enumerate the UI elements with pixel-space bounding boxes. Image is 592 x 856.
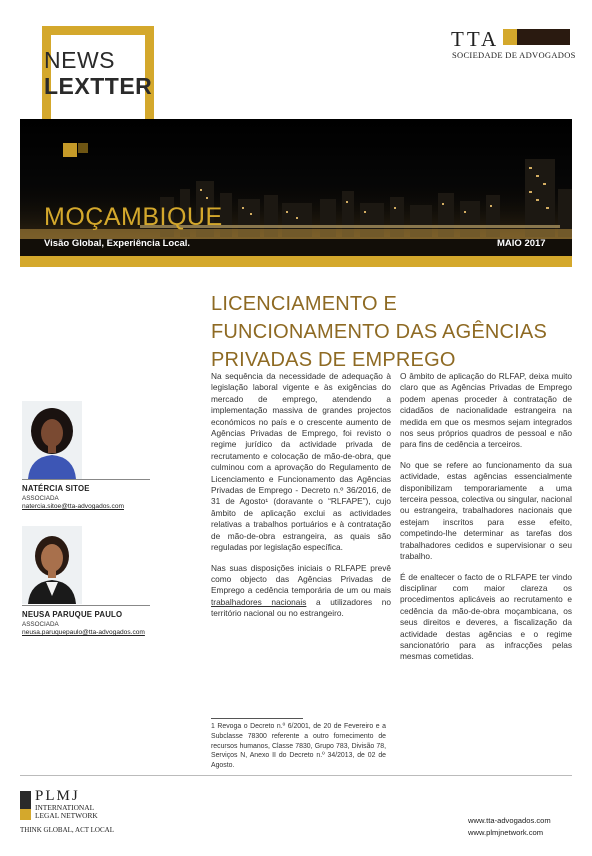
country-title: MOÇAMBIQUE (44, 203, 223, 231)
article-title-line-3: PRIVADAS DE EMPREGO (211, 349, 456, 371)
firm-logo-subtitle: SOCIEDADE DE ADVOGADOS (452, 50, 576, 60)
author-divider (22, 479, 150, 480)
author-email-link[interactable]: natercia.sitoe@tta-advogados.com (22, 503, 124, 510)
author-role: ASSOCIADA (22, 495, 59, 502)
author-divider (22, 605, 150, 606)
article-title-line-2: FUNCIONAMENTO DAS AGÊNCIAS (211, 321, 547, 343)
newsletter-title-news: NEWS (44, 47, 115, 73)
avatar (22, 526, 82, 604)
city-skyline-image (20, 119, 572, 256)
footer-divider (20, 775, 572, 776)
paragraph-text: Nas suas disposições iniciais o RLFAPE prevê como objecto das Agências Privadas de Emprego a cedência temporária de um ou mais (211, 562, 391, 596)
city-night-banner (20, 119, 572, 256)
logo-gold-square (63, 143, 77, 157)
paragraph: Na sequência da necessidade de adequação à legislação laboral vigente e às exigências do mercado de emprego, atendendo a implementação massiva de grandes projectos económicos no país e o crescente aumento de Agências Privadas de Emprego, foi revisto o regime jurídico da actividade privada de recrutamento e colocação de mão-de-obra, que culminou com a aprovação do Regulamento de Licenciamento e Funcionamento das Agências Privadas de Emprego - Decreto n.º 36/2016, de 31 de Agosto¹ (doravante o “RLFAPE”), cujo âmbito de aplicação exclui as actividades relativas a trabalhos portuários e à contratação de mão-de-obra estrangeira, as quais são reguladas por legislação específica. (211, 371, 391, 553)
article-column-2 (400, 371, 572, 672)
footnote: 1 Revoga o Decreto n.º 6/2001, de 20 de Fevereiro e a Subclasse 78300 referente a outro fornecimento de recursos humanos, Classe 7830, Grupo 783, Divisão 78, Serviços N, Anexo II do Decreto n.º 34/2013, de 02 de Agosto. (211, 723, 386, 770)
author-photo-neusa (22, 526, 82, 604)
logo-gold-square-small (78, 143, 88, 153)
underlined-term: trabalhadores nacionais (211, 596, 307, 607)
gold-divider-strip (20, 256, 572, 267)
plmj-logo-name: PLMJ (35, 788, 80, 804)
avatar (22, 401, 82, 479)
tagline: Visão Global, Experiência Local. (44, 238, 191, 249)
author-name: NATÉRCIA SITOE (22, 484, 90, 493)
plmj-network-text (35, 804, 98, 820)
newsletter-title-lextter: LEXTTER (44, 73, 153, 99)
website-link-plmj[interactable]: www.plmjnetwork.com (468, 828, 544, 837)
paragraph: É de enaltecer o facto de o RLFAPE ter vindo disciplinar com maior clareza os procedimentos aplicáveis ao recrutamento e cedência da mão-de-obra moçambicana, os seus direitos e deveres, a fiscalização da actividade destas agências e o regime sancionatório para as infracções pelas mesmas cometidas. (400, 571, 572, 662)
paragraph: O âmbito de aplicação do RLFAP, deixa muito claro que as Agências Privadas de Emprego podem apenas proceder à contratação de cidadãos de nacionalidade estrangeira na medida em que os mesmos sejam integrados nos seus próprios quadros de pessoal e não para fins de cedência a terceiros. (400, 371, 572, 450)
author-name: NEUSA PARUQUE PAULO (22, 610, 123, 619)
plmj-network-line-2: LEGAL NETWORK (35, 811, 98, 820)
article-title-line-1: LICENCIAMENTO E (211, 293, 397, 315)
paragraph-text: a utilizadores no território nacional ou no estrangeiro. (211, 596, 391, 619)
author-role: ASSOCIADA (22, 621, 59, 628)
paragraph (211, 563, 391, 620)
issue-date: MAIO 2017 (497, 238, 546, 249)
article-title (211, 290, 581, 374)
article-column-1 (211, 371, 391, 629)
footnote-divider (211, 718, 303, 719)
firm-logo-name: TTA (451, 27, 500, 51)
author-email-link[interactable]: neusa.paruquepaulo@tta-advogados.com (22, 629, 145, 636)
author-photo-natercia (22, 401, 82, 479)
plmj-network-line-1: INTERNATIONAL (35, 803, 95, 812)
plmj-logo-mark (20, 791, 31, 820)
website-link-tta[interactable]: www.tta-advogados.com (468, 816, 551, 825)
paragraph: No que se refere ao funcionamento da sua actividade, estas agências essencialmente disponibilizam temporariamente a uma terceira pessoa, colectiva ou singular, nacional ou estrangeira, trabalhadores nacionais que estejam inscritos para esse efeito, competindo-lhe determinar as tarefas dos trabalhadores cedidos e supervisionar o seu trabalho. (400, 459, 572, 562)
firm-logo-bar (503, 29, 570, 45)
plmj-slogan: THINK GLOBAL, ACT LOCAL (20, 826, 114, 834)
